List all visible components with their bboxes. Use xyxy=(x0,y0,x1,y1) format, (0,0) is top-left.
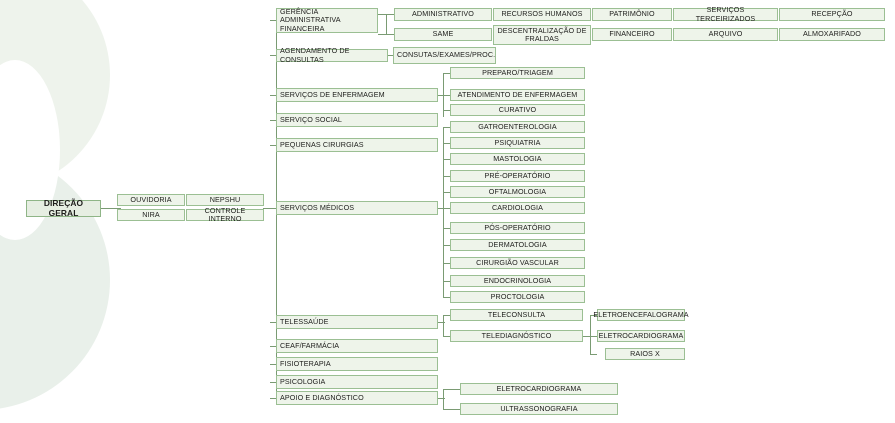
node-atendimento-de-enfermagem[interactable] xyxy=(450,89,585,101)
node-label: RECURSOS HUMANOS xyxy=(501,9,583,19)
node-recursos-humanos[interactable] xyxy=(493,8,591,21)
node-cardiologia[interactable] xyxy=(450,202,585,214)
node-label: APOIO E DIAGNÓSTICO xyxy=(280,392,364,402)
node-label: DESCENTRALIZAÇÃO DE FRALDAS xyxy=(497,25,587,43)
connector xyxy=(443,315,444,337)
node-fisioterapia[interactable] xyxy=(276,357,438,371)
connector xyxy=(590,354,597,355)
node-label: AGENDAMENTO DE CONSULTAS xyxy=(280,46,350,64)
node-pos-operatorio[interactable] xyxy=(450,222,585,234)
node-label: GATROENTEROLOGIA xyxy=(478,121,557,131)
connector xyxy=(443,409,460,410)
node-pequenas-cirurgias[interactable] xyxy=(276,138,438,152)
node-label: PATRIMÔNIO xyxy=(609,9,655,19)
connector xyxy=(443,281,450,282)
node-label: CURATIVO xyxy=(498,104,537,114)
node-label: SERVIÇO SOCIAL xyxy=(280,114,342,124)
node-servicos-de-enfermagem[interactable] xyxy=(276,88,438,102)
node-label: CONSUTAS/EXAMES/PROC. xyxy=(397,50,496,60)
node-label: TELECONSULTA xyxy=(487,309,546,319)
node-nira[interactable] xyxy=(117,209,185,221)
node-label: SERVIÇOS MÉDICOS xyxy=(280,202,355,212)
node-label: ADMINISTRATIVO xyxy=(412,9,474,19)
node-label: OUVIDORIA xyxy=(130,194,172,204)
node-label: FISIOTERAPIA xyxy=(280,358,331,368)
node-oftalmologia[interactable] xyxy=(450,186,585,198)
node-financeiro[interactable] xyxy=(592,28,672,41)
node-psiquiatria[interactable] xyxy=(450,137,585,149)
connector xyxy=(443,176,450,177)
node-label: ENDOCRINOLOGIA xyxy=(483,275,552,285)
node-gerencia-administrativa-financeira[interactable] xyxy=(276,8,378,33)
node-label: NEPSHU xyxy=(209,194,241,204)
node-same[interactable] xyxy=(394,28,492,41)
node-label: GERÊNCIA ADMINISTRATIVA FINANCEIRA xyxy=(280,7,341,33)
connector xyxy=(443,208,450,209)
node-label: SERVIÇOS DE ENFERMAGEM xyxy=(280,89,385,99)
node-label: DIREÇÃO GERAL xyxy=(43,197,84,218)
node-servico-social[interactable] xyxy=(276,113,438,127)
node-servicos-medicos[interactable] xyxy=(276,201,438,215)
node-direcao-geral[interactable] xyxy=(26,197,101,218)
node-consultas-exames-proc[interactable] xyxy=(393,47,496,64)
node-label: PSICOLOGIA xyxy=(280,376,326,386)
node-raios-x[interactable] xyxy=(605,348,685,360)
node-apoio-e-diagnostico[interactable] xyxy=(276,391,438,405)
connector xyxy=(443,263,450,264)
node-eletrocardiograma-apoio[interactable] xyxy=(460,383,618,395)
node-nepshu[interactable] xyxy=(186,194,264,206)
node-mastologia[interactable] xyxy=(450,153,585,165)
node-label: ALMOXARIFADO xyxy=(803,29,861,39)
node-label: PEQUENAS CIRURGIAS xyxy=(280,139,364,149)
node-label: CONTROLE INTERNO xyxy=(204,205,246,223)
node-label: TELESSAÚDE xyxy=(280,316,329,326)
node-gatroenterologia[interactable] xyxy=(450,121,585,133)
node-psicologia[interactable] xyxy=(276,375,438,389)
connector xyxy=(443,95,450,96)
node-almoxarifado[interactable] xyxy=(779,28,885,41)
node-label: PREPARO/TRIAGEM xyxy=(482,67,553,77)
connector xyxy=(443,389,460,390)
node-endocrinologia[interactable] xyxy=(450,275,585,287)
node-label: ARQUIVO xyxy=(708,29,743,39)
node-recepcao[interactable] xyxy=(779,8,885,21)
node-telessaude[interactable] xyxy=(276,315,438,329)
connector xyxy=(378,34,394,35)
connector xyxy=(443,245,450,246)
connector xyxy=(443,297,450,298)
connector xyxy=(443,73,450,74)
node-label: TELEDIAGNÓSTICO xyxy=(481,330,552,340)
connector xyxy=(590,336,597,337)
node-label: CARDIOLOGIA xyxy=(491,202,544,212)
connector xyxy=(443,389,444,409)
connector xyxy=(443,143,450,144)
node-label: PSIQUIATRIA xyxy=(494,137,541,147)
connector xyxy=(590,315,591,354)
node-label: OFTALMOLOGIA xyxy=(488,186,547,196)
node-controle-interno[interactable] xyxy=(186,205,264,223)
node-preparo-triagem[interactable] xyxy=(450,67,585,79)
node-pre-operatorio[interactable] xyxy=(450,170,585,182)
node-label: DERMATOLOGIA xyxy=(488,239,547,249)
connector xyxy=(443,228,450,229)
connector xyxy=(443,159,450,160)
connector xyxy=(443,127,444,297)
connector xyxy=(443,110,450,111)
node-agendamento-de-consultas[interactable] xyxy=(276,46,388,64)
node-eletroencefalograma[interactable] xyxy=(593,309,689,321)
node-descentralizacao-de-fraldas[interactable] xyxy=(493,25,591,45)
node-label: RECEPÇÃO xyxy=(811,9,853,19)
connector xyxy=(443,315,450,316)
node-label: NIRA xyxy=(142,209,160,219)
node-administrativo[interactable] xyxy=(394,8,492,21)
connector xyxy=(443,127,450,128)
node-curativo[interactable] xyxy=(450,104,585,116)
node-label: CIRURGIÃO VASCULAR xyxy=(476,257,559,267)
node-servicos-terceirizados[interactable] xyxy=(673,5,778,23)
connector xyxy=(443,192,450,193)
node-dermatologia[interactable] xyxy=(450,239,585,251)
node-cirurgiao-vascular[interactable] xyxy=(450,257,585,269)
node-label: RAIOS X xyxy=(630,348,660,358)
connector xyxy=(386,14,387,34)
node-proctologia[interactable] xyxy=(450,291,585,303)
node-label: MASTOLOGIA xyxy=(493,153,542,163)
node-label: SERVIÇOS TERCEIRIZADOS xyxy=(695,5,756,23)
node-telediagnostico[interactable] xyxy=(450,330,583,342)
node-ultrassonografia[interactable] xyxy=(460,403,618,415)
node-label: ELETROCARDIOGRAMA xyxy=(598,330,684,340)
node-eletrocardiograma-tele[interactable] xyxy=(597,330,685,342)
node-label: PRÉ-OPERATÓRIO xyxy=(484,170,551,180)
node-label: PÓS-OPERATÓRIO xyxy=(484,222,551,232)
node-label: ELETROENCEFALOGRAMA xyxy=(593,309,689,319)
node-label: ELETROCARDIOGRAMA xyxy=(496,383,582,393)
node-label: ATENDIMENTO DE ENFERMAGEM xyxy=(457,89,578,99)
node-patrimonio[interactable] xyxy=(592,8,672,21)
node-arquivo[interactable] xyxy=(673,28,778,41)
node-label: ULTRASSONOGRAFIA xyxy=(500,403,578,413)
node-label: SAME xyxy=(432,29,454,39)
node-label: FINANCEIRO xyxy=(609,29,655,39)
node-label: CEAF/FARMÁCIA xyxy=(280,340,340,350)
connector xyxy=(443,336,450,337)
node-ceaf-farmacia[interactable] xyxy=(276,339,438,353)
node-teleconsulta[interactable] xyxy=(450,309,583,321)
node-label: PROCTOLOGIA xyxy=(490,291,545,301)
node-ouvidoria[interactable] xyxy=(117,194,185,206)
